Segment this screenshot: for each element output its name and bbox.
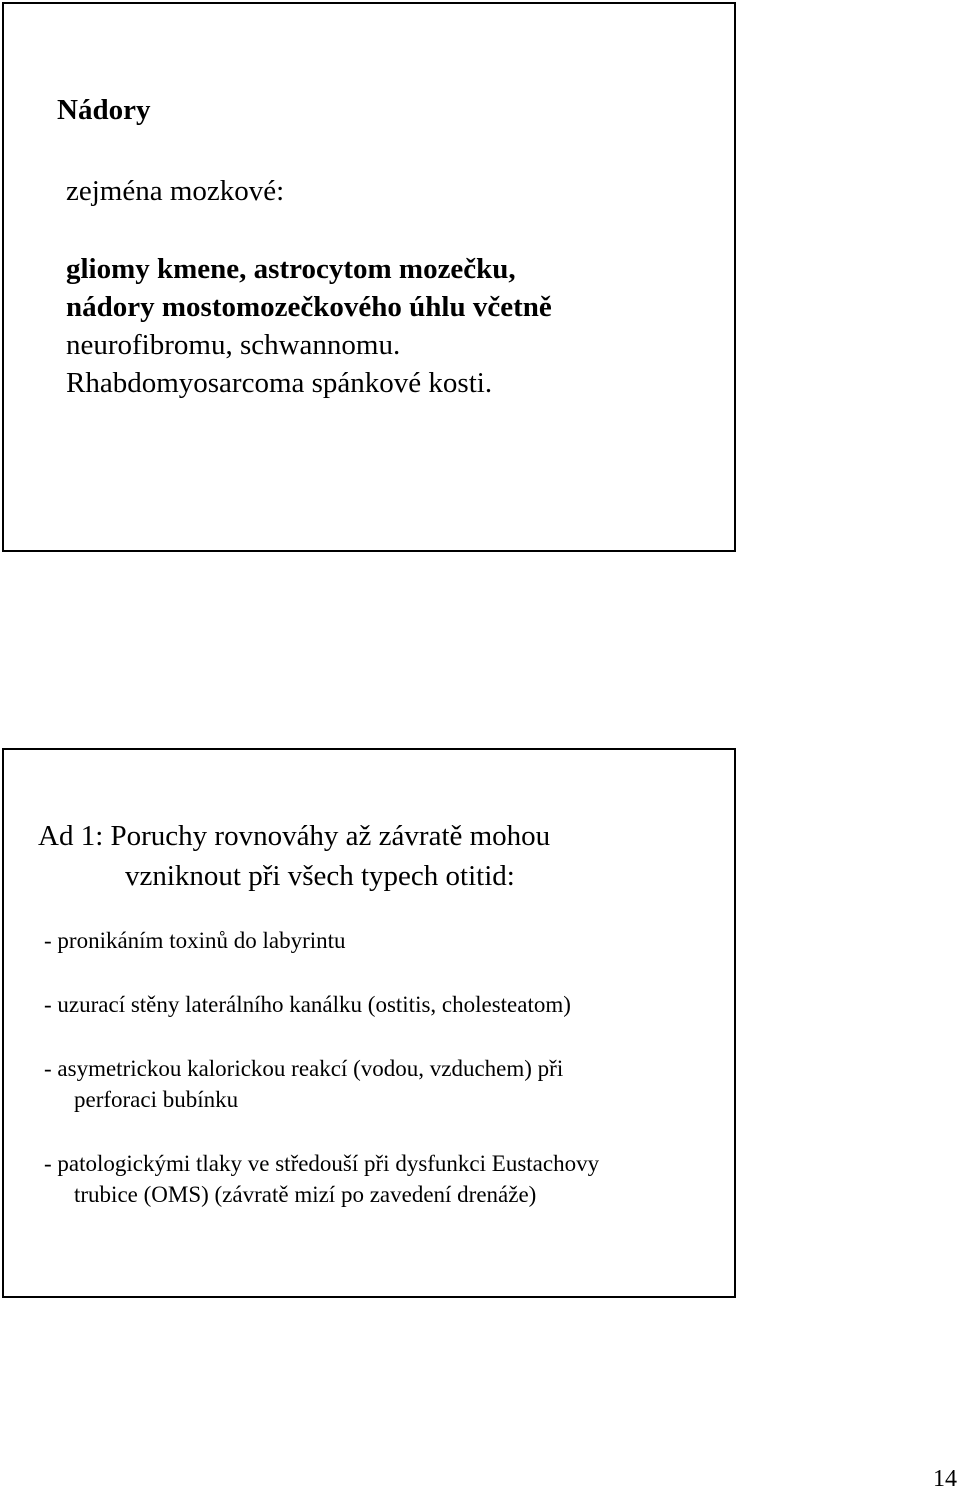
list-item: - pronikáním toxinů do labyrintu	[44, 928, 346, 953]
list-item-continuation: trubice (OMS) (závratě mizí po zavedení drenáže)	[74, 1182, 537, 1207]
list-item: - uzurací stěny laterálního kanálku (ostitis, cholesteatom)	[44, 992, 571, 1017]
slide-2-heading-line-2: vzniknout při všech typech otitid:	[125, 860, 515, 892]
list-item: - patologickými tlaky ve středouší při dysfunkci Eustachovy	[44, 1151, 600, 1176]
slide-2	[2, 748, 736, 1298]
slide-1-line: gliomy kmene, astrocytom mozečku,	[66, 253, 516, 285]
slide-1-title: Nádory	[57, 94, 151, 126]
slide-1	[2, 2, 736, 552]
slide-1-subtitle: zejména mozkové:	[66, 175, 285, 207]
page-number: 14	[933, 1466, 957, 1492]
slide-1-line: neurofibromu, schwannomu.	[66, 329, 401, 361]
slide-1-line: Rhabdomyosarcoma spánkové kosti.	[66, 367, 493, 399]
slide-1-line: nádory mostomozečkového úhlu včetně	[66, 291, 552, 323]
list-item-continuation: perforaci bubínku	[74, 1087, 239, 1112]
slide-2-heading-line-1: Ad 1: Poruchy rovnováhy až závratě mohou	[38, 820, 551, 852]
list-item: - asymetrickou kalorickou reakcí (vodou, vzduchem) při	[44, 1056, 564, 1081]
